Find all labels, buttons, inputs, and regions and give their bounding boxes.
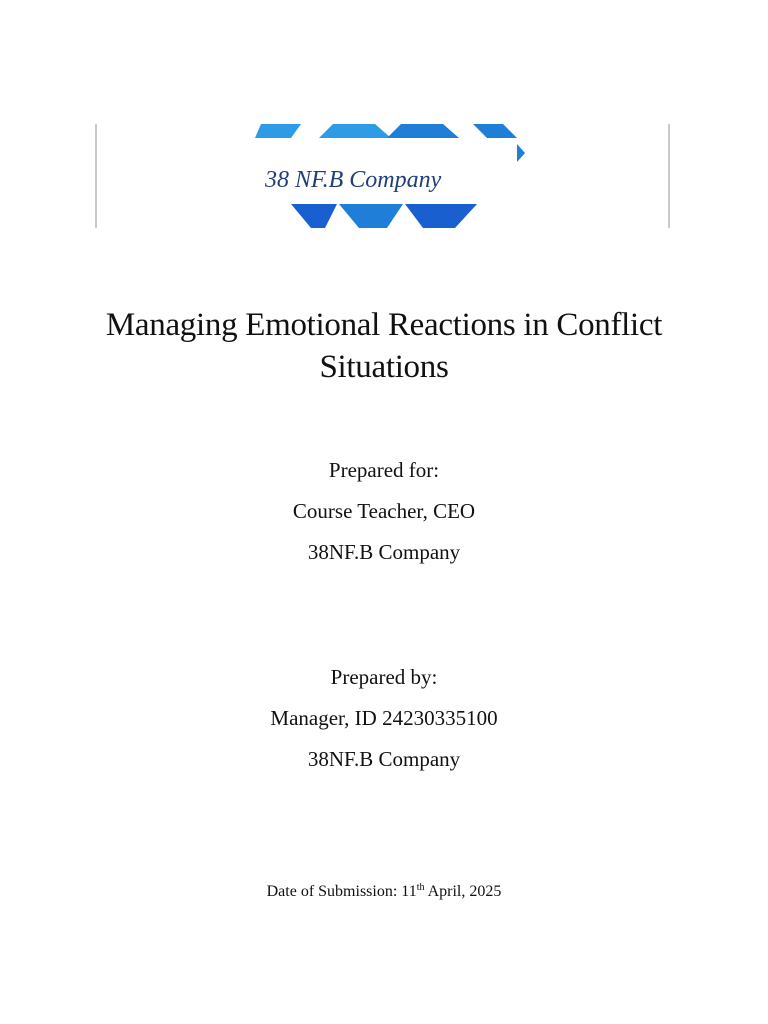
header-right-rule	[668, 124, 670, 228]
document-title: Managing Emotional Reactions in Conflict Situations	[105, 307, 663, 385]
logo-top-chevron-4	[473, 124, 517, 138]
logo-top-chevron-2	[319, 124, 391, 138]
header-left-rule	[95, 124, 97, 228]
submission-date-suffix: th	[416, 882, 425, 893]
prepared-for-company: 38NF.B Company	[307, 540, 461, 564]
prepared-by-section	[100, 657, 668, 780]
logo-text: 38 NF.B Company	[265, 167, 442, 193]
company-logo	[255, 124, 529, 230]
company-logo-graphic	[255, 124, 529, 230]
prepared-for-section	[100, 450, 668, 573]
prepared-for-recipient: Course Teacher, CEO	[292, 499, 476, 523]
logo-bottom-chevron-2	[339, 204, 403, 228]
submission-date-label: Date of Submission: 11	[266, 883, 417, 900]
logo-top-arrow-tip	[517, 144, 525, 162]
logo-top-chevron-1	[255, 124, 301, 138]
submission-date	[100, 878, 668, 906]
prepared-by-label: Prepared by:	[330, 665, 438, 689]
logo-top-chevron-3	[387, 124, 459, 138]
prepared-by-company: 38NF.B Company	[307, 747, 461, 771]
submission-date-rest: April, 2025	[424, 883, 502, 900]
logo-bottom-chevron-1	[291, 204, 337, 228]
prepared-for-label: Prepared for:	[328, 458, 440, 482]
prepared-by-author: Manager, ID 24230335100	[270, 706, 498, 730]
logo-bottom-chevron-3	[405, 204, 477, 228]
